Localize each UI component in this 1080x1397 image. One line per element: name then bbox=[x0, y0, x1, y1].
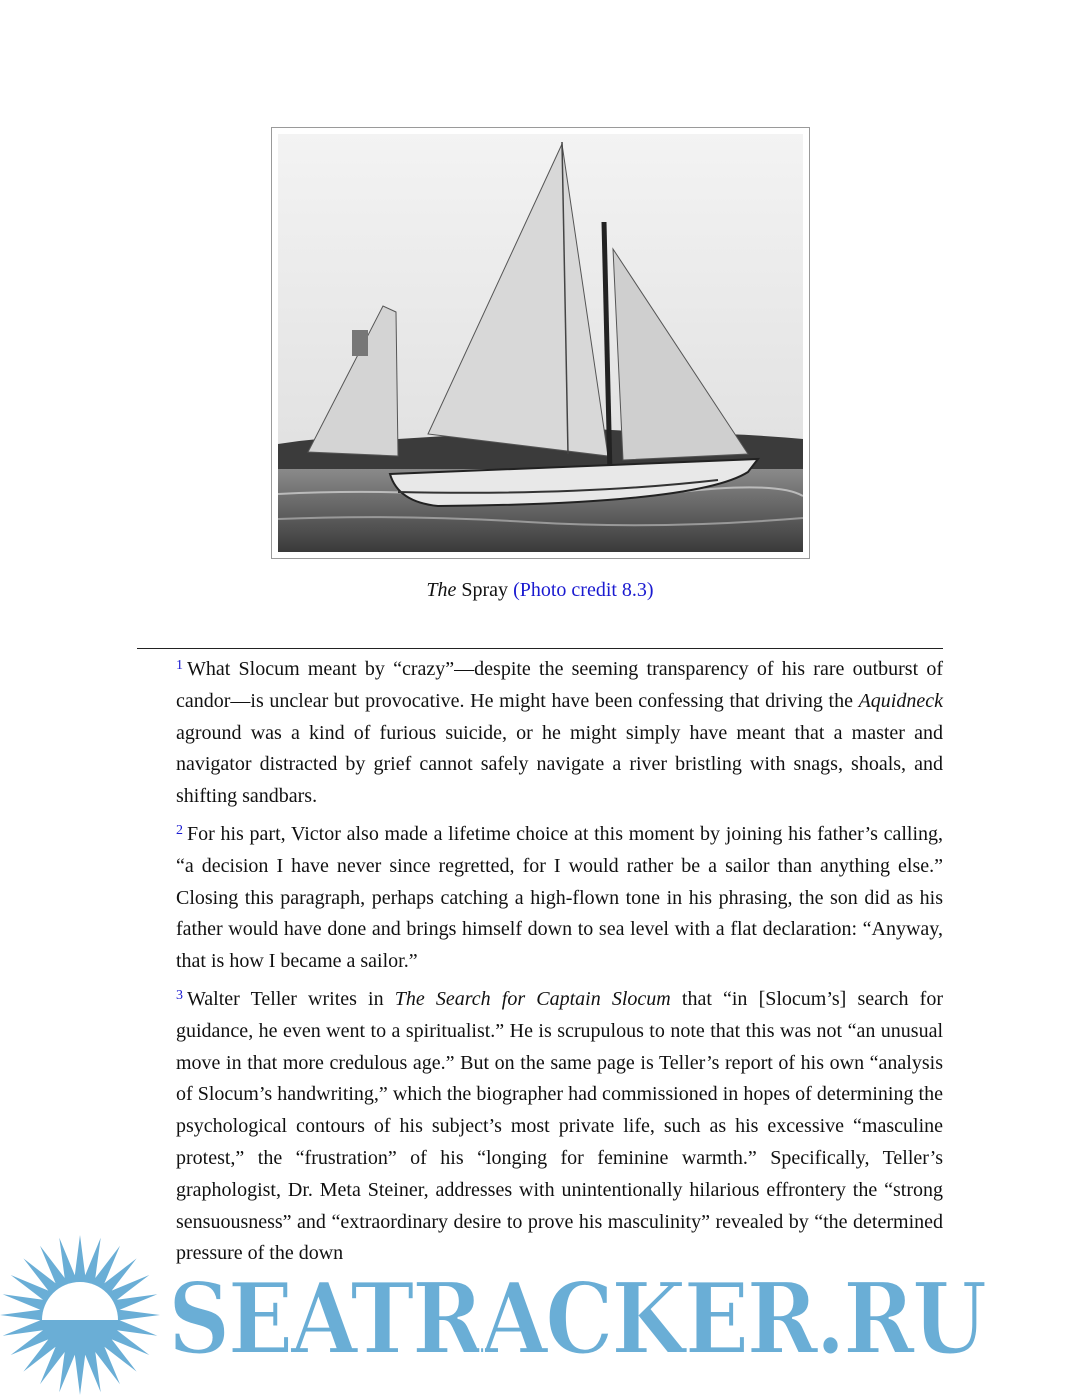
photo-credit-link[interactable]: (Photo credit 8.3) bbox=[513, 579, 654, 601]
sailboat-photo bbox=[278, 134, 803, 552]
footnote-marker-link[interactable]: 3 bbox=[176, 987, 183, 1003]
footnotes bbox=[176, 654, 943, 1276]
photo-spray bbox=[271, 127, 810, 559]
watermark-text: SEATRACKER.RU bbox=[168, 1262, 985, 1377]
footnote-text: What Slocum meant by “crazy”—despite the seeming transparency of his rare outburst of candor—is unclear but provocative. He might have been confessing that driving the bbox=[176, 658, 943, 712]
footnote-text: Walter Teller writes in bbox=[187, 987, 395, 1010]
footnote-1 bbox=[176, 654, 943, 813]
footnote-text: aground was a kind of furious suicide, or he might simply have meant that a master and navigator distracted by grief cannot safely navigate a river bristling with snags, shoals, and shifting sandbars. bbox=[176, 721, 943, 808]
footnote-2 bbox=[176, 819, 943, 978]
footnote-divider bbox=[137, 648, 943, 649]
caption-italic: The bbox=[426, 579, 457, 601]
caption-text: Spray bbox=[456, 579, 514, 601]
footnote-marker-link[interactable]: 1 bbox=[176, 658, 183, 673]
italic-title: The Search for Captain Slocum bbox=[394, 987, 671, 1010]
footnote-3 bbox=[176, 984, 943, 1270]
footnote-text: For his part, Victor also made a lifetime choice at this moment by joining his father’s calling, “a decision I have never since regretted, for I would rather be a sailor than anything else.” Closing this paragraph, perhaps catching a high-flown tone in his phrasing, the son did as his father would have done and brings himself down to sea level with a flat declaration: “Anyway, that is how I became a sailor.” bbox=[176, 822, 943, 973]
figure-caption bbox=[0, 579, 1080, 602]
footnote-marker-link[interactable]: 2 bbox=[176, 822, 183, 838]
italic-title: Aquidneck bbox=[858, 689, 943, 712]
footnote-text: that “in [Slocum’s] search for guidance, he even went to a spiritualist.” He is scrupulous to note that this was not “an unusual move in that more credulous age.” But on the same page is Teller’s report of his own “analysis of Slocum’s handwriting,” which the biographer had commissioned in hopes of determining the psychological contours of his subject’s most private life, such as his excessive “masculine protest,” the “frustration” of his “longing for feminine warmth.” Specifically, Teller’s graphologist, Dr. Meta Steiner, addresses with unintentionally hilarious effrontery the “strong sensuousness” and “extraordinary desire to prove his masculinity” revealed by “the determined pressure of the down bbox=[176, 987, 943, 1265]
